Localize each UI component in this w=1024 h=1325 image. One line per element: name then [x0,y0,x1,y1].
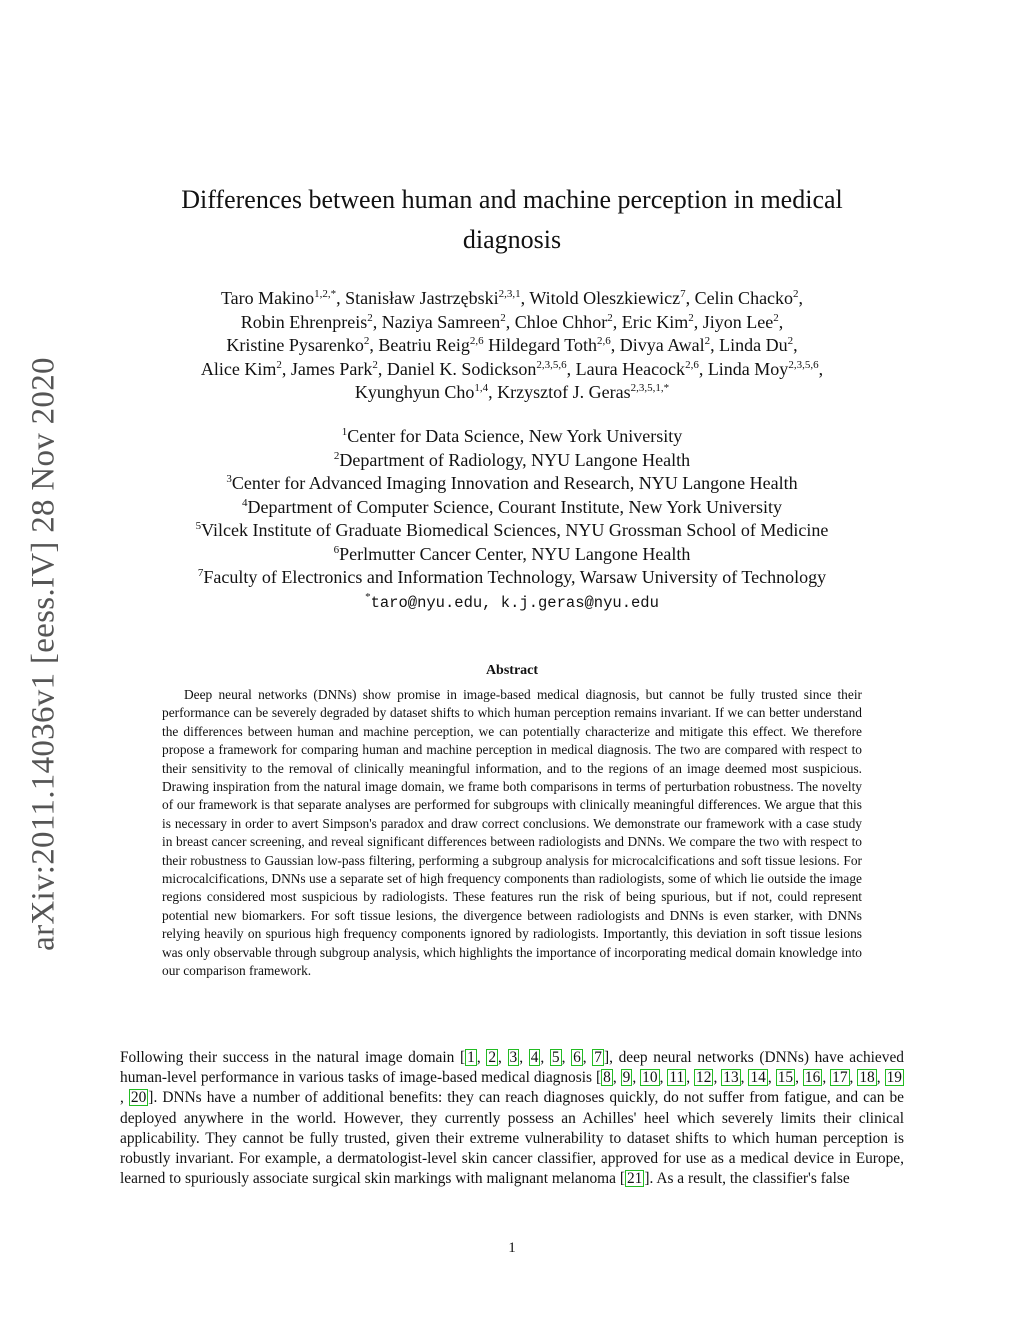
affiliation-text: Perlmutter Cancer Center, NYU Langone Health [339,543,691,564]
author-line [120,311,904,335]
author-name: Divya Awal [619,335,705,355]
affiliation [120,566,904,590]
affiliation-text: Center for Data Science, New York University [347,426,683,446]
body-text-tail: . As a result, the classifier's false [649,1170,850,1188]
author-affiliation-marks: 2,3,1 [498,288,521,300]
author [355,382,497,402]
author-name: Hildegard Toth [488,335,598,355]
author [241,312,382,332]
citation-link[interactable]: 15 [777,1069,794,1087]
author-name: Jiyon Lee [702,311,774,332]
author [221,288,345,308]
author-line [120,334,904,358]
affiliation-number: 6 [333,543,340,556]
author [488,335,620,355]
author-name: Alice Kim [200,358,277,379]
citation-link[interactable]: 8 [603,1069,611,1087]
author-separator: , [610,335,620,355]
author-name: Chloe Chhor [514,311,608,332]
author-name: Laura Heacock [575,358,686,379]
citation-link[interactable]: 14 [750,1069,766,1087]
author-separator: , [281,358,291,379]
author-name: Beatriu Reig [378,335,470,355]
affiliation-text: Department of Radiology, NYU Langone Health [339,449,691,470]
citation-link[interactable]: 19 [886,1069,902,1087]
body-text-mid: , deep neural networks (DNNs) have achieved human-level performance in various tasks of image-based medical diagnosis [120,1049,904,1087]
author-separator: , [818,358,824,379]
author-affiliation-marks: 1,4 [474,382,489,394]
contact-emails [120,590,904,616]
author-separator: , [798,288,804,308]
affiliation-number: 1 [341,426,348,438]
author-separator: , [520,288,530,308]
author-affiliation-marks: 2,6 [597,335,611,347]
affiliation-text: Vilcek Institute of Graduate Biomedical Sciences, NYU Grossman School of Medicine [201,520,829,540]
author [387,359,576,379]
author-affiliation-marks: 2,3,5,6 [788,358,819,371]
author-affiliation-marks: 2 [367,311,373,324]
author-separator: , [505,311,515,332]
title-line-2: diagnosis [462,225,562,254]
author-name: James Park [290,358,373,379]
author-affiliation-marks: 2,6 [685,358,699,371]
author-separator: , [612,311,622,332]
author-separator: , [336,288,346,308]
author-separator: , [566,358,576,379]
author-line [120,381,904,405]
author-separator: , [377,358,387,379]
author-separator: , [488,382,498,402]
author-separator: , [698,358,708,379]
affiliation-text: Center for Advanced Imaging Innovation and Research, NYU Langone Health [231,473,798,493]
author-name: Taro Makino [220,288,315,308]
author-name: Kristine Pysarenko [226,335,364,355]
author-affiliation-marks: 2 [372,358,378,371]
citation-group-c: [ 21 ] [619,1170,650,1188]
affiliation-number: 2 [333,449,340,462]
author-name: Linda Moy [707,358,789,379]
author-separator: , [778,311,784,332]
abstract-heading: Abstract [485,663,539,678]
citation-link[interactable]: 13 [723,1069,739,1087]
author [515,312,622,332]
author-name: Naziya Samreen [381,311,501,332]
affiliation [120,519,904,543]
author-affiliation-marks: 2,6 [469,335,484,347]
abstract-body [162,686,862,981]
email-addresses[interactable]: taro@nyu.edu, k.j.geras@nyu.edu [370,593,659,612]
affiliation [120,425,904,449]
author [622,312,703,332]
abstract-paragraph: Deep neural networks (DNNs) show promise in image-based medical diagnosis, but cannot be fully trusted since their performance can be severely degraded by dataset shifts to which human perception remains invariant. If we can better understand the differences between human and machine perception, we can potentially characterize and mitigate this effect. We therefore propose a framework for comparing human and machine perception in medical diagnosis. The two are compared with respect to their sensitivity to the removal of clinically meaningful information, and to the regions of an image deemed most suspicious. Drawing inspiration from the natural image domain, we frame both comparisons in terms of perturbation robustness. The novelty of our framework is that separate analyses are performed for subgroups with clinically meaningful differences. We argue that this is necessary in order to avert Simpson's paradox and draw correct conclusions. We demonstrate our framework with a case study in breast cancer screening, and reveal significant differences between radiologists and DNNs. We compare the two with respect to their robustness to Gaussian low-pass filtering, performing a subgroup analysis for microcalcifications and soft tissue lesions. For microcalcifications, DNNs use a separate set of high frequency components than radiologists, some of which lie outside the image regions considered most suspicious by radiologists. These features run the risk of being spurious, but if not, could represent potential new biomarkers. For soft tissue lesions, the divergence between radiologists and DNNs is even starker, with DNNs relying heavily on spurious high frequency components ignored by radiologists. Importantly, this deviation in soft tissue lesions was only observable through subgroup analysis, which highlights the importance of incorporating medical domain knowledge into our comparison framework. [162,687,862,979]
body-text-after: . DNNs have a number of additional benefits: they can reach diagnoses quickly, do not suffer from fatigue, and can be deployed anywhere in the world. However, they currently possess an Achilles' heel which severely limits their clinical applicability. They cannot be fully trusted, given their extreme vulnerability to dataset shifts to which human perception is robustly invariant. For example, a dermatologist-level skin cancer classifier, approved for use as a medical device in Europe, learned to spuriously associate surgical skin markings with malignant melanoma [120,1089,905,1188]
author-separator: , [693,311,703,332]
citation-link[interactable]: 10 [642,1069,658,1087]
citation-link[interactable]: 6 [573,1049,581,1066]
author [620,335,719,355]
author-list [120,287,904,405]
author-affiliation-marks: 2 [787,335,794,347]
author-line [120,358,904,382]
author [382,312,515,332]
author-name: Daniel K. Sodickson [386,358,537,379]
author-separator: , [685,288,695,308]
affiliation [120,496,904,520]
author [201,359,291,379]
author [378,335,488,355]
body-text-lead: Following their success in the natural image domain [120,1049,460,1066]
author-name: Eric Kim [621,311,689,332]
author [345,288,529,308]
author [576,359,708,379]
author-affiliation-marks: 2 [704,335,711,347]
author-name: Kyunghyun Cho [354,382,475,402]
main-body [120,1048,904,1189]
author-name: Linda Du [719,335,788,355]
page-number: 1 [508,1240,516,1256]
author [703,312,783,332]
intro-paragraph [120,1048,904,1189]
citation-link[interactable]: 7 [594,1049,602,1066]
author-affiliation-marks: 7 [680,288,686,300]
author [695,288,803,308]
author-affiliation-marks: 1,2,* [314,288,337,300]
author [291,359,387,379]
citation-link[interactable]: 3 [509,1049,518,1066]
affiliation-number: 5 [195,520,202,532]
citation-link[interactable]: 20 [130,1089,147,1107]
author-affiliation-marks: 2 [500,311,506,324]
affiliation-number: 3 [226,473,232,485]
arxiv-side-stamp: arXiv:2011.14036v1 [eess.IV] 28 Nov 2020 [25,357,62,951]
paper-title [125,180,899,260]
author-affiliation-marks: 2 [607,311,613,324]
author-name: Celin Chacko [694,288,794,308]
citation-link[interactable]: 21 [626,1170,643,1188]
author-name: Krzysztof J. Geras [497,382,631,402]
citation-link[interactable]: 9 [622,1069,631,1087]
affiliation [120,543,904,567]
citation-link[interactable]: 18 [859,1069,875,1087]
citation-link[interactable]: 11 [669,1069,685,1087]
author-name: Robin Ehrenpreis [240,311,368,332]
affiliation [120,472,904,496]
author [497,382,669,402]
author [719,335,797,355]
citation-link[interactable]: 16 [804,1069,821,1087]
citation-link[interactable]: 4 [530,1049,539,1066]
author [529,288,694,308]
citation-link[interactable]: 2 [488,1049,497,1066]
author-affiliation-marks: 2 [688,311,694,324]
affiliation [120,449,904,473]
author-separator: , [710,335,720,355]
author-affiliation-marks: 2 [793,288,799,300]
citation-group-a: [ 1 , 2 , 3 , 4 , 5 , 6 , 7 ] [459,1049,610,1066]
title-line-1: Differences between human and machine perception in medical [181,185,843,214]
contact-mark: * [365,590,371,603]
affiliation-number: 4 [242,496,248,509]
citation-link[interactable]: 17 [832,1069,848,1087]
author-affiliation-marks: 2 [773,311,779,324]
affiliation-text: Department of Computer Science, Courant Institute, New York University [247,496,782,517]
author-separator: , [372,311,382,332]
author-affiliation-marks: 2 [363,335,370,347]
author [708,359,823,379]
author [226,335,378,355]
affiliation-list [120,425,904,615]
author-separator: , [793,335,798,355]
citation-group-b: [ 8 , 9 , 10 , 11 , 12 , 13 , 14 , 15 , 16 , 17 , 18 , 19, 20 ] [120,1069,902,1107]
author-affiliation-marks: 2 [276,358,282,371]
author-affiliation-marks: 2,3,5,6 [536,358,567,371]
citation-link[interactable]: 1 [467,1049,475,1066]
citation-link[interactable]: 12 [696,1069,712,1087]
author-separator: , [369,335,379,355]
author-affiliation-marks: 2,3,5,1,* [630,382,670,394]
affiliation-text: Faculty of Electronics and Information Technology, Warsaw University of Technology [203,567,827,587]
author-name: Witold Oleszkiewicz [529,288,681,308]
citation-link[interactable]: 5 [551,1049,560,1066]
author-line [120,287,904,311]
author-name: Stanisław Jastrzębski [345,288,499,308]
affiliation-number: 7 [197,567,204,579]
